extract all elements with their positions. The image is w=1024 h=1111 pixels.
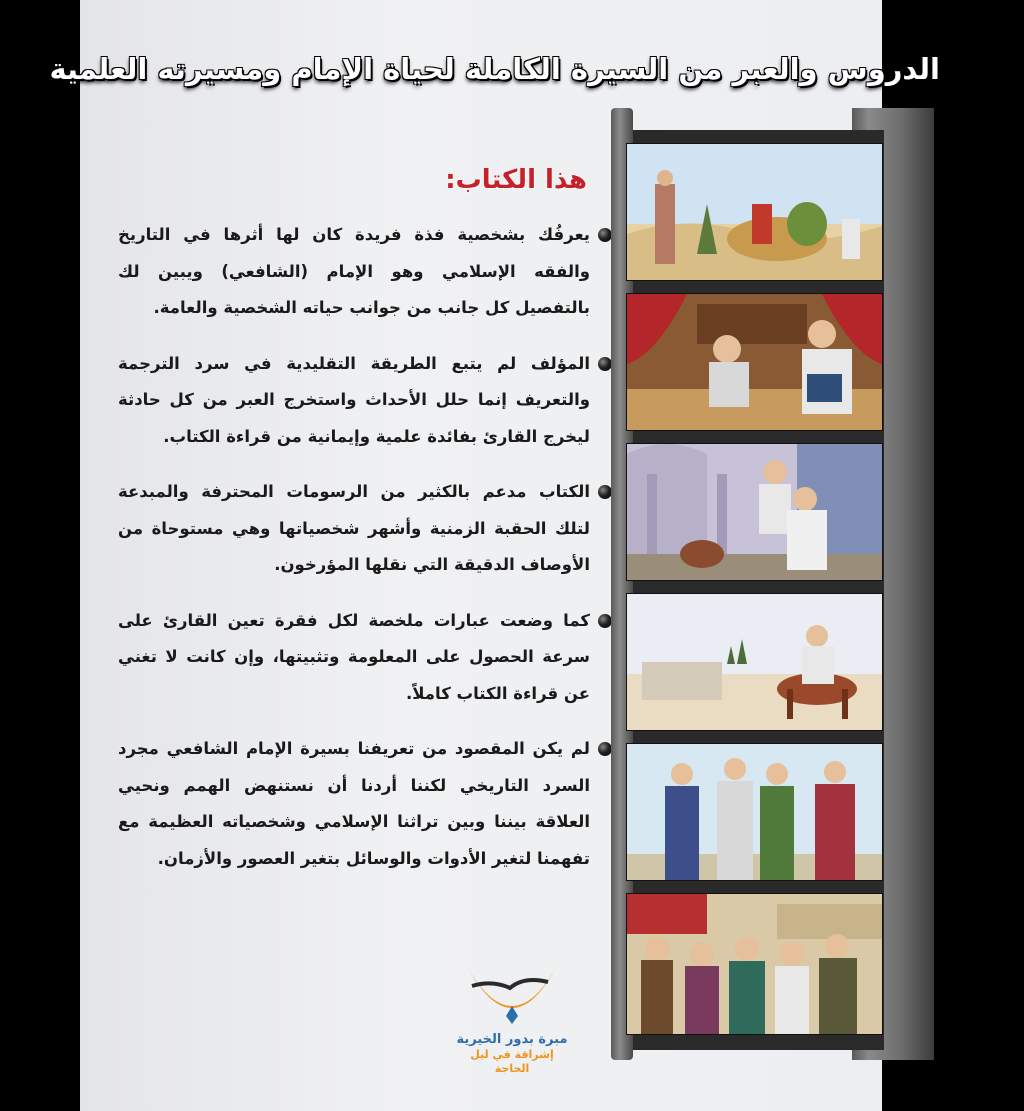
bullet-text: يعرفُك بشخصية فذة فريدة كان لها أثرها في التاريخ والفقه الإسلامي وهو الإمام (الشافعي) ويبين لك بالتفصيل كل جانب من جوانب حياته الشخصية والعامة.	[118, 225, 590, 317]
list-item	[118, 603, 590, 713]
section-heading: هذا الكتاب:	[445, 165, 587, 195]
bullet-text: كما وضعت عبارات ملخصة لكل فقرة تعين القارئ على سرعة الحصول على المعلومة وتثبيتها، وإن كانت لا تغني عن قراءة الكتاب كاملاً.	[118, 610, 590, 703]
charity-logo	[452, 958, 572, 1075]
list-item	[118, 731, 590, 877]
illustration-crowd	[626, 893, 883, 1035]
charity-name: مبرة بدور الخيرية	[456, 1032, 568, 1047]
bullet-icon	[598, 485, 612, 499]
bullet-text: الكتاب مدعم بالكثير من الرسومات المحترفة والمبدعة لتلك الحقبة الزمنية وأشهر شخصياتها وهي مستوحاة من الأوصاف الدقيقة التي نقلها المؤرخون.	[118, 482, 590, 574]
bullet-list	[118, 217, 590, 896]
page-title: الدروس والعبر من السيرة الكاملة لحياة الإمام ومسيرته العلمية	[49, 52, 940, 86]
illustration-camel-desert	[626, 143, 883, 281]
charity-slogan: إشراقة في ليل الحاجة	[470, 1048, 554, 1075]
crescent-calligraphy-logo-icon	[462, 958, 562, 1030]
list-item	[118, 474, 590, 584]
bullet-icon	[598, 228, 612, 242]
illustration-courtyard-scene	[626, 443, 883, 581]
bullet-icon	[598, 742, 612, 756]
bullet-text: لم يكن المقصود من تعريفنا بسيرة الإمام الشافعي مجرد السرد التاريخي لكننا أردنا أن نستنهض الهمم ونحيي العلاقة بيننا وبين تراثنا الإسلامي وشخصياته العظيمة مع تفهمنا لتغير الأدوات والوسائل بتغير العصور والأزمان.	[118, 739, 590, 868]
illustration-four-men	[626, 743, 883, 881]
list-item	[118, 346, 590, 456]
bullet-text: المؤلف لم يتبع الطريقة التقليدية في سرد الترجمة والتعريف إنما حلل الأحداث واستخرج العبر من كل حادثة ليخرج القارئ بفائدة علمية وإيمانية من قراءة الكتاب.	[118, 353, 590, 446]
bullet-icon	[598, 357, 612, 371]
list-item	[118, 217, 590, 327]
illustration-horse-rider	[626, 593, 883, 731]
bullet-icon	[598, 614, 612, 628]
illustration-scholars-library	[626, 293, 883, 431]
